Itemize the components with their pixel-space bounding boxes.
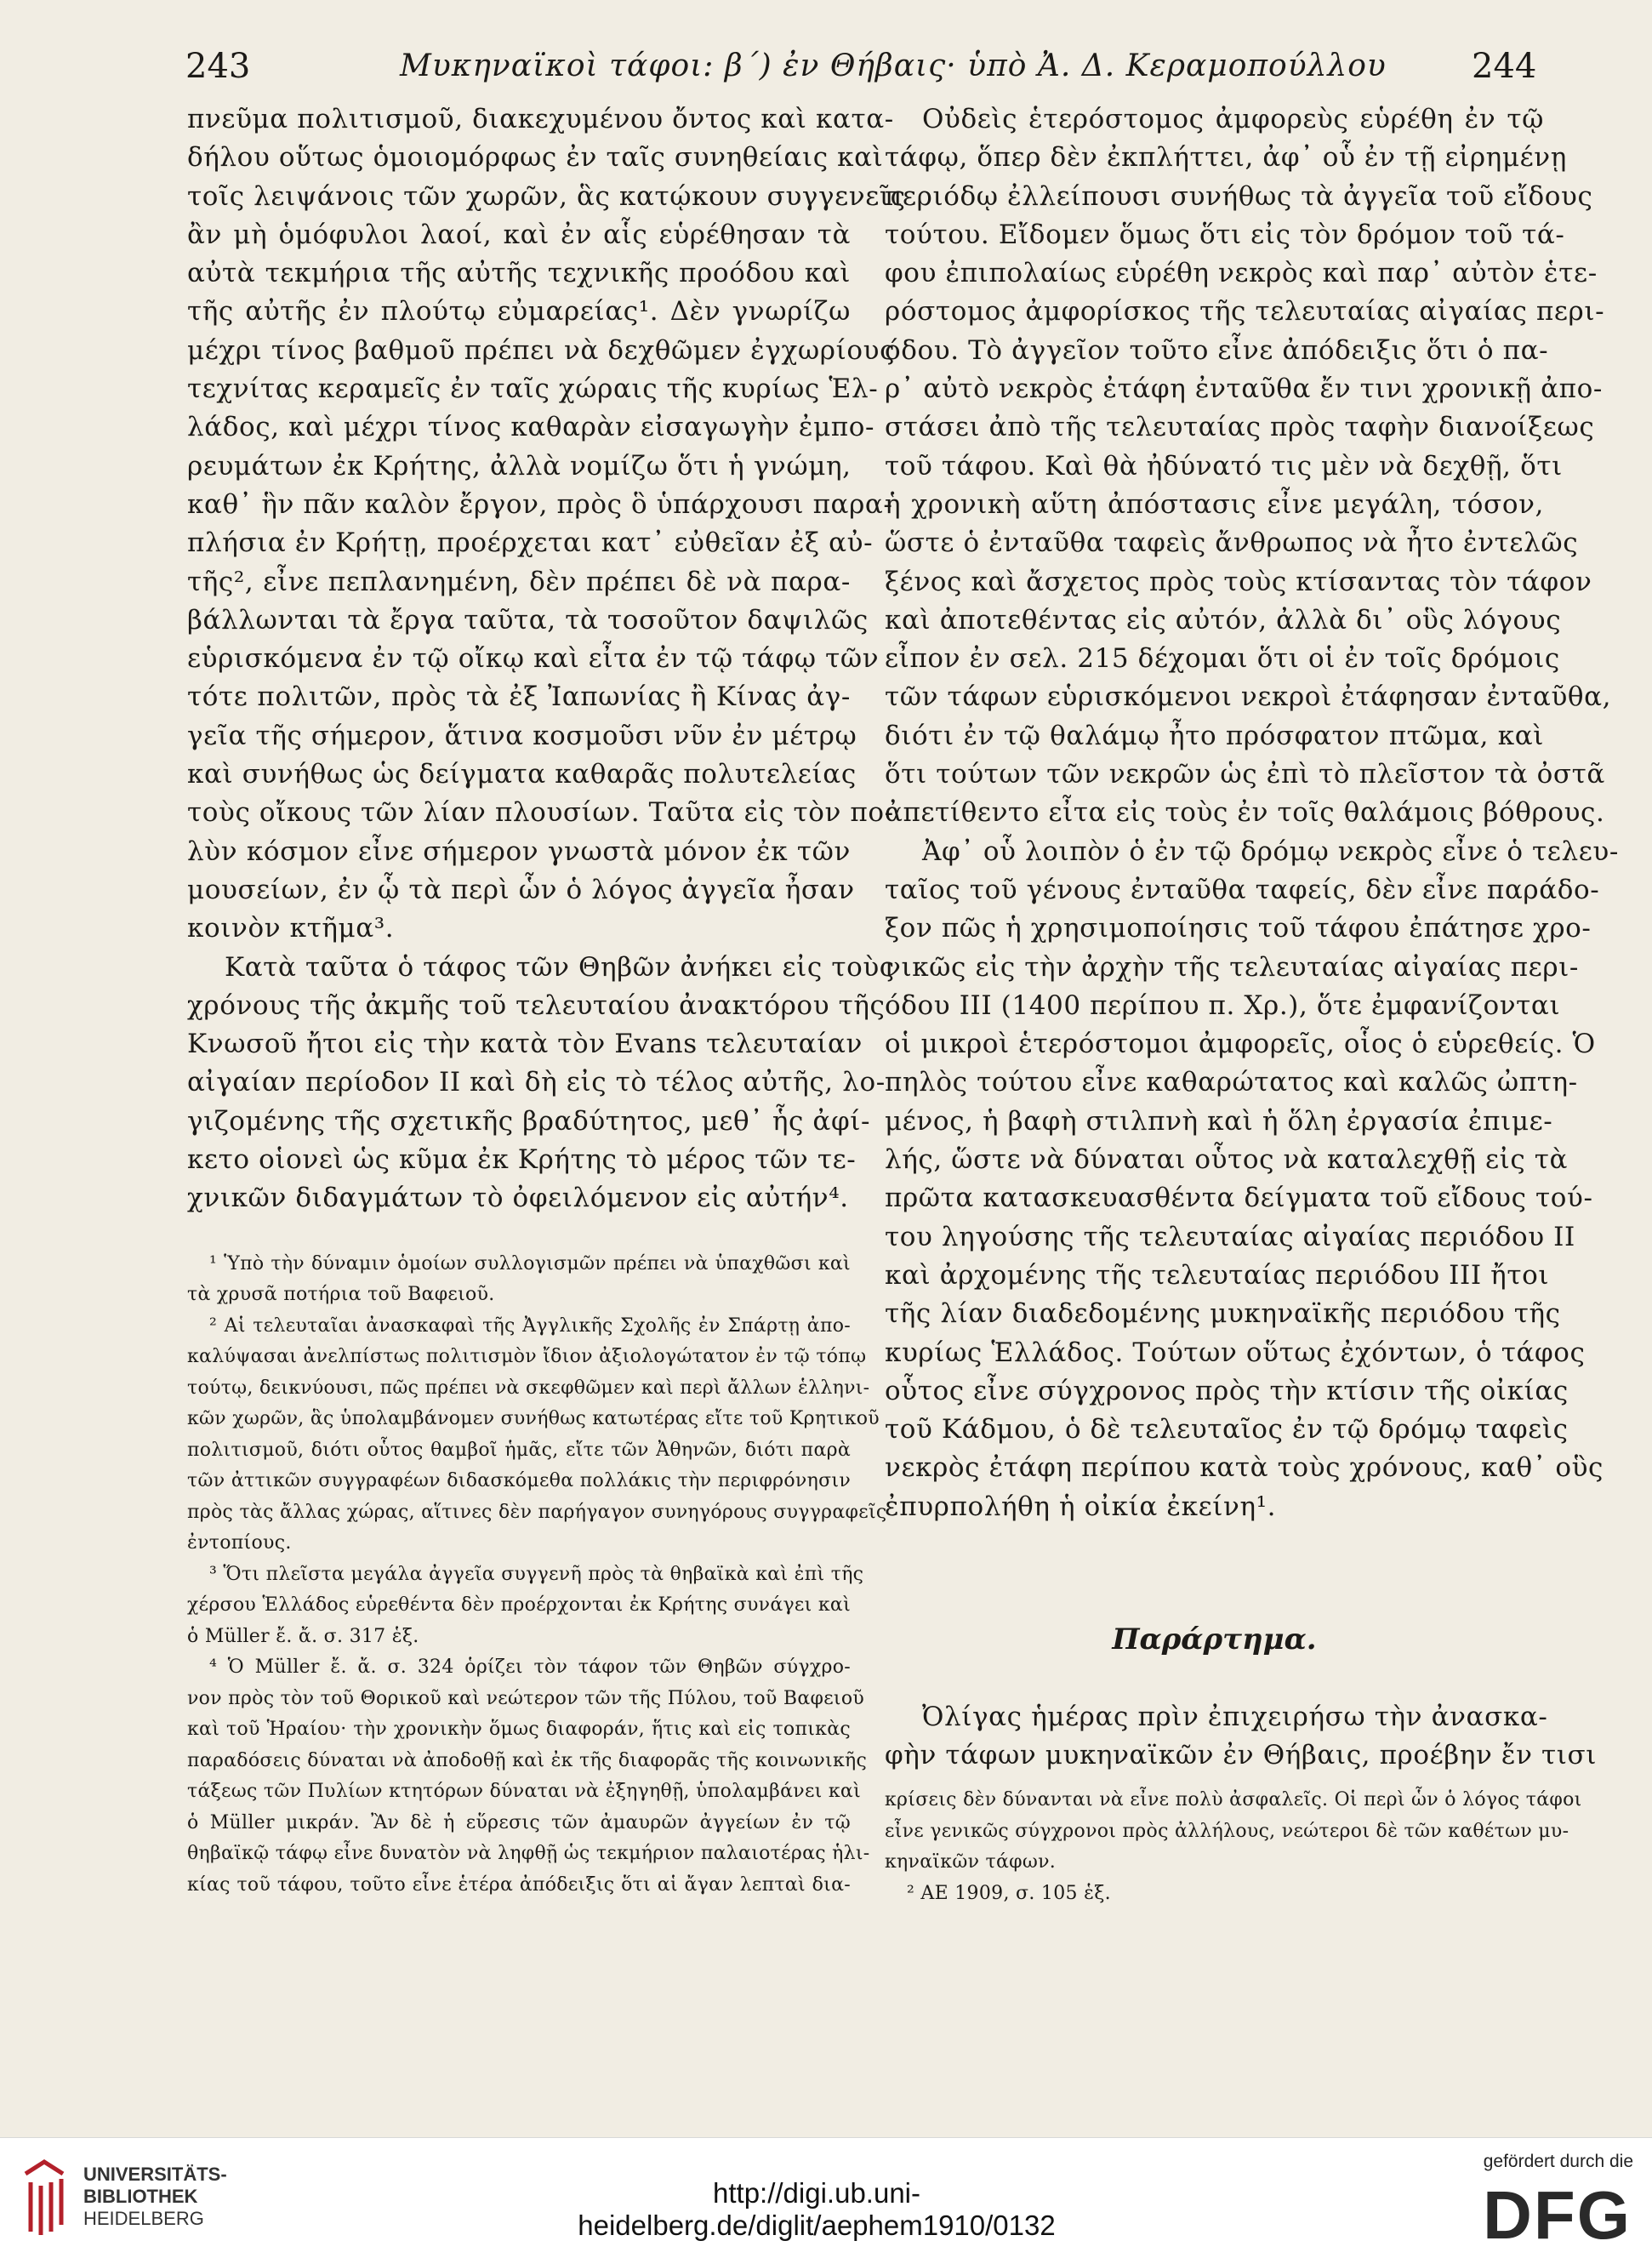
text-line: γιζομένης τῆς σχετικῆς βραδύτητος, μεθ᾽ ἧς ἀφί-	[187, 1105, 871, 1137]
text-line: φὴν τάφων μυκηναϊκῶν ἐν Θήβαις, προέβην ἔν τισι	[885, 1740, 1598, 1771]
text-line: περιόδῳ ἐλλείπουσι συνήθως τὰ ἀγγεῖα τοῦ εἴδους	[885, 180, 1593, 212]
appendix-heading: Παράρτημα.	[1112, 1622, 1317, 1656]
text-line: μέχρι τίνος βαθμοῦ πρέπει νὰ δεχθῶμεν ἐγχωρίους	[187, 334, 896, 366]
text-line: εὑρισκόμενα ἐν τῷ οἴκῳ καὶ εἶτα ἐν τῷ τάφῳ τῶν	[187, 643, 880, 675]
text-line: ὥστε ὁ ἐνταῦθα ταφεὶς ἄνθρωπος νὰ ἦτο ἐντελῶς	[885, 527, 1579, 559]
text-line: τῆς αὐτῆς ἐν πλούτῳ εὐμαρείας¹. Δὲν γνωρίζω	[187, 296, 851, 328]
text-line: ξον πῶς ἡ χρησιμοποίησις τοῦ τάφου ἐπάτησε χρο-	[885, 913, 1592, 944]
funder-text: gefördert durch die	[1483, 2152, 1633, 2171]
footnote-line: τῶν ἀττικῶν συγγραφέων διδασκόμεθα πολλάκις τὴν περιφρόνησιν	[187, 1470, 851, 1492]
text-line: κοινὸν κτῆμα³.	[187, 913, 395, 944]
text-line: ρ᾽ αὐτὸ νεκρὸς ἐτάφη ἐνταῦθα ἔν τινι χρονικῇ ἀπο-	[885, 373, 1603, 405]
text-line: Οὐδεὶς ἑτερόστομος ἀμφορεὺς εὑρέθη ἐν τῷ	[922, 104, 1544, 134]
text-line: καθ᾽ ἣν πᾶν καλὸν ἔργον, πρὸς ὃ ὑπάρχουσι παρα-	[187, 488, 893, 520]
text-line: διότι ἐν τῷ θαλάμῳ ἦτο πρόσφατον πτῶμα, καὶ	[885, 720, 1544, 751]
text-line: κυρίως Ἑλλάδος. Τούτων οὕτως ἐχόντων, ὁ τάφος	[885, 1337, 1586, 1368]
text-line: τοῖς λειψάνοις τῶν χωρῶν, ἃς κατῴκουν συγγενεῖς	[187, 180, 906, 212]
text-line: αἰγαίαν περίοδον II καὶ δὴ εἰς τὸ τέλος αὐτῆς, λο-	[187, 1067, 886, 1098]
library-name	[83, 2164, 227, 2230]
footnote-line: ¹ Ὑπὸ τὴν δύναμιν ὁμοίων συλλογισμῶν πρέπει νὰ ὑπαχθῶσι καὶ	[209, 1252, 851, 1274]
right-body-text	[885, 100, 1619, 1526]
footnote-line: ² ΑΕ 1909, σ. 105 ἑξ.	[907, 1882, 1111, 1904]
library-name-line: HEIDELBERG	[83, 2208, 204, 2229]
footnote-line: νον πρὸς τὸν τοῦ Θορικοῦ καὶ νεώτερον τῶν τῆς Πύλου, τοῦ Βαφειοῦ	[187, 1687, 865, 1709]
text-line: εἶπον ἐν σελ. 215 δέχομαι ὅτι οἱ ἐν τοῖς δρόμοις	[885, 643, 1560, 675]
footnote-line: ⁴ Ὁ Müller ἔ. ἄ. σ. 324 ὁρίζει τὸν τάφον τῶν Θηβῶν σύγχρο-	[209, 1656, 851, 1679]
text-line: καὶ συνήθως ὡς δείγματα καθαρᾶς πολυτελείας	[187, 759, 857, 790]
footnote-line: ὁ Müller μικράν. Ἂν δὲ ἡ εὕρεσις τῶν ἀμαυρῶν ἀγγείων ἐν τῷ	[187, 1811, 851, 1833]
footnote-line: τούτῳ, δεικνύουσι, πῶς πρέπει νὰ σκεφθῶμεν καὶ περὶ ἄλλων ἑλληνι-	[187, 1377, 870, 1399]
footnote-line: ³ Ὅτι πλεῖστα μεγάλα ἀγγεῖα συγγενῆ πρὸς τὰ θηβαϊκὰ καὶ ἐπὶ τῆς	[209, 1563, 864, 1585]
page-number-left: 243	[185, 47, 251, 86]
source-url-link[interactable]: http://digi.ub.uni-heidelberg.de/diglit/aephem1910/0132	[578, 2177, 1056, 2241]
text-line: Κατὰ ταῦτα ὁ τάφος τῶν Θηβῶν ἀνήκει εἰς τοὺς	[225, 951, 895, 983]
footnote-line: χέρσου Ἑλλάδος εὑρεθέντα δὲν προέρχονται ἐκ Κρήτης συνάγει καὶ	[187, 1594, 851, 1617]
text-line: τάφῳ, ὅπερ δὲν ἐκπλήττει, ἀφ᾽ οὗ ἐν τῇ εἰρημένῃ	[885, 142, 1567, 174]
text-line: οὗτος εἶνε σύγχρονος πρὸς τὴν κτίσιν τῆς οἰκίας	[885, 1375, 1569, 1406]
text-line: ὅτι τούτων τῶν νεκρῶν ὡς ἐπὶ τὸ πλεῖστον τὰ ὀστᾶ	[885, 759, 1605, 790]
text-line: ἂν μὴ ὁμόφυλοι λαοί, καὶ ἐν αἷς εὑρέθησαν τὰ	[187, 219, 851, 250]
text-line: τεχνίτας κεραμεῖς ἐν ταῖς χώραις τῆς κυρίως Ἑλ-	[187, 373, 879, 405]
text-line: χνικῶν διδαγμάτων τὸ ὀφειλόμενον εἰς αὐτήν⁴.	[187, 1183, 849, 1214]
text-line: τοὺς οἴκους τῶν λίαν πλουσίων. Ταῦτα εἰς τὸν πο-	[187, 797, 894, 829]
text-line: λὺν κόσμον εἶνε σήμερον γνωστὰ μόνον ἐκ τῶν	[187, 835, 851, 867]
text-line: τοῦ Κάδμου, ὁ δὲ τελευταῖος ἐν τῷ δρόμῳ ταφεὶς	[885, 1414, 1569, 1445]
text-line: φου ἐπιπολαίως εὑρέθη νεκρὸς καὶ παρ᾽ αὐτὸν ἑτε-	[885, 258, 1598, 289]
footnote-line: κίας τοῦ τάφου, τοῦτο εἶνε ἑτέρα ἀπόδειξις ὅτι αἱ ἄγαν λεπταὶ δια-	[187, 1873, 851, 1896]
text-line: στάσει ἀπὸ τῆς τελευταίας πρὸς ταφὴν διανοίξεως	[885, 412, 1595, 443]
footnote-line: θηβαϊκῷ τάφῳ εἶνε δυνατὸν νὰ ληφθῇ ὡς τεκμήριον παλαιοτέρας ἡλι-	[187, 1843, 870, 1865]
text-line: τούτου. Εἴδομεν ὅμως ὅτι εἰς τὸν δρόμον τοῦ τά-	[885, 219, 1565, 250]
text-line: λάδος, καὶ μέχρι τίνος καθαρὰν εἰσαγωγὴν ἐμπο-	[187, 412, 875, 443]
text-line: όδου. Τὸ ἀγγεῖον τοῦτο εἶνε ἀπόδειξις ὅτι ὁ πα-	[885, 334, 1549, 366]
library-logo-icon	[19, 2157, 70, 2242]
text-line: πηλὸς τούτου εἶνε καθαρώτατος καὶ καλῶς ὠπτη-	[885, 1067, 1578, 1098]
footnote-line: τάξεως τῶν Πυλίων κτητόρων δύναται νὰ ἐξηγηθῇ, ὑπολαμβάνει καὶ	[187, 1781, 862, 1803]
footer-bar	[0, 2137, 1652, 2258]
text-line: ταῖος τοῦ γένους ἐνταῦθα ταφείς, δὲν εἶνε παράδο-	[885, 874, 1600, 905]
footnote-line: ² Αἱ τελευταῖαι ἀνασκαφαὶ τῆς Ἀγγλικῆς Σχολῆς ἐν Σπάρτῃ ἀπο-	[209, 1314, 851, 1337]
footnote-line: κρίσεις δὲν δύνανται νὰ εἶνε πολὺ ἀσφαλεῖς. Οἱ περὶ ὧν ὁ λόγος τάφοι	[885, 1789, 1582, 1810]
text-line: βάλλωνται τὰ ἔργα ταῦτα, τὰ τοσοῦτον δαψιλῶς	[187, 604, 869, 636]
footnote-line: κηναϊκῶν τάφων.	[885, 1851, 1057, 1873]
text-line: Ἀφ᾽ οὗ λοιπὸν ὁ ἐν τῷ δρόμῳ νεκρὸς εἶνε ὁ τελευ-	[922, 835, 1619, 867]
text-line: μουσείων, ἐν ᾧ τὰ περὶ ὧν ὁ λόγος ἀγγεῖα ἦσαν	[187, 874, 855, 905]
page-number-right: 244	[1472, 47, 1537, 86]
text-line: νικῶς εἰς τὴν ἀρχὴν τῆς τελευταίας αἰγαίας περι-	[885, 951, 1579, 983]
library-name-line: BIBLIOTHEK	[83, 2186, 198, 2207]
footnote-line: καὶ τοῦ Ἡραίου· τὴν χρονικὴν ὅμως διαφοράν, ἥτις καὶ εἰς τοπικὰς	[187, 1719, 851, 1741]
footnote-line: παραδόσεις δύναται νὰ ἀποδοθῇ καὶ ἐκ τῆς διαφορᾶς τῆς κοινωνικῆς	[187, 1749, 868, 1771]
text-line: ἡ χρονικὴ αὕτη ἀπόστασις εἶνε μεγάλη, τόσον,	[885, 488, 1544, 520]
text-line: πνεῦμα πολιτισμοῦ, διακεχυμένου ὄντος καὶ κατα-	[187, 104, 894, 134]
text-line: ἐπυρπολήθη ἡ οἰκία ἐκείνη¹.	[885, 1491, 1277, 1522]
text-line: καὶ ἀποτεθέντας εἰς αὐτόν, ἀλλὰ δι᾽ οὓς λόγους	[885, 604, 1562, 636]
left-footnotes	[187, 1249, 887, 1902]
right-column	[885, 100, 1619, 1526]
text-line: οἱ μικροὶ ἑτερόστομοι ἀμφορεῖς, οἷος ὁ εὑρεθείς. Ὁ	[885, 1029, 1596, 1060]
running-title: Μυκηναϊκοὶ τάφοι: β΄) ἐν Θήβαις· ὑπὸ Ἀ. Δ. Κεραμοπούλλου	[400, 48, 1387, 83]
text-line: κετο οἱονεὶ ὡς κῦμα ἐκ Κρήτης τὸ μέρος τῶν τε-	[187, 1144, 857, 1176]
footnote-line: κῶν χωρῶν, ἃς ὑπολαμβάνομεν συνήθως κατωτέρας εἴτε τοῦ Κρητικοῦ	[187, 1408, 880, 1430]
footnote-line: εἶνε γενικῶς σύγχρονοι πρὸς ἀλλήλους, νεώτεροι δὲ τῶν καθέτων μυ-	[885, 1820, 1569, 1842]
text-line: Κνωσοῦ ἤτοι εἰς τὴν κατὰ τὸν Evans τελευταίαν	[187, 1029, 863, 1060]
text-line: όδου III (1400 περίπου π. Χρ.), ὅτε ἐμφανίζονται	[885, 989, 1561, 1021]
footnote-line: ἐντοπίους.	[187, 1532, 292, 1554]
text-line: ἀπετίθεντο εἶτα εἰς τοὺς ἐν τοῖς θαλάμοις βόθρους.	[885, 797, 1605, 829]
left-body-text	[187, 100, 906, 1218]
footnote-line: τὰ χρυσᾶ ποτήρια τοῦ Βαφειοῦ.	[187, 1284, 495, 1306]
text-line: δήλου οὕτως ὁμοιομόρφως ἐν ταῖς συνηθείαις καὶ	[187, 142, 884, 174]
text-line: γεῖα τῆς σήμερον, ἅτινα κοσμοῦσι νῦν ἐν μέτρῳ	[187, 720, 857, 751]
text-line: Ὀλίγας ἡμέρας πρὶν ἐπιχειρήσω τὴν ἀνασκα-	[922, 1702, 1548, 1732]
text-line: τῆς λίαν διαδεδομένης μυκηναϊκῆς περιόδου τῆς	[885, 1298, 1561, 1330]
text-line: τῶν τάφων εὑρισκόμενοι νεκροὶ ἐτάφησαν ἐνταῦθα,	[885, 681, 1612, 713]
text-line: τοῦ τάφου. Καὶ θὰ ἠδύνατό τις μὲν νὰ δεχθῇ, ὅτι	[885, 450, 1563, 482]
footnote-line: καλύψασαι ἀνελπίστως πολιτισμὸν ἴδιον ἀξιολογώτατον ἐν τῷ τόπῳ	[187, 1346, 867, 1368]
text-line: λής, ὥστε νὰ δύναται οὗτος νὰ καταλεχθῇ εἰς τὰ	[885, 1144, 1569, 1176]
running-head	[0, 47, 1652, 98]
text-line: μένος, ἡ βαφὴ στιλπνὴ καὶ ἡ ὅλη ἐργασία ἐπιμε-	[885, 1105, 1553, 1137]
footnote-line: ὁ Müller ἔ. ἄ. σ. 317 ἑξ.	[187, 1625, 419, 1647]
library-name-line: UNIVERSITÄTS-	[83, 2164, 227, 2185]
text-line: τότε πολιτῶν, πρὸς τὰ ἐξ Ἰαπωνίας ἢ Κίνας ἀγ-	[187, 681, 851, 713]
text-line: πρῶτα κατασκευασθέντα δείγματα τοῦ εἴδους τού-	[885, 1183, 1593, 1214]
text-line: τῆς², εἶνε πεπλανημένη, δὲν πρέπει δὲ νὰ παρα-	[187, 566, 851, 597]
text-line: του ληγούσης τῆς τελευταίας αἰγαίας περιόδου II	[885, 1221, 1575, 1252]
right-footnotes	[885, 1785, 1582, 1909]
text-line: νεκρὸς ἐτάφη περίπου κατὰ τοὺς χρόνους, καθ᾽ οὓς	[885, 1452, 1604, 1484]
footnote-line: πολιτισμοῦ, διότι οὗτος θαμβοῖ ἡμᾶς, εἴτε τῶν Ἀθηνῶν, διότι παρὰ	[187, 1439, 851, 1461]
text-line: χρόνους τῆς ἀκμῆς τοῦ τελευταίου ἀνακτόρου τῆς	[187, 989, 886, 1021]
text-line: ξένος καὶ ἄσχετος πρὸς τοὺς κτίσαντας τὸν τάφον	[885, 566, 1592, 597]
text-line: ρόστομος ἀμφορίσκος τῆς τελευταίας αἰγαίας περι-	[885, 296, 1605, 328]
text-line: πλήσια ἐν Κρήτῃ, προέρχεται κατ᾽ εὐθεῖαν ἐξ αὐ-	[187, 527, 874, 559]
appendix-text	[885, 1698, 1598, 1776]
dfg-logo: DFG	[1483, 2177, 1632, 2253]
text-line: αὐτὰ τεκμήρια τῆς αὐτῆς τεχνικῆς προόδου καὶ	[187, 258, 851, 289]
left-column	[187, 100, 906, 1901]
text-line: καὶ ἀρχομένης τῆς τελευταίας περιόδου III ἤτοι	[885, 1259, 1550, 1291]
footnote-line: πρὸς τὰς ἄλλας χώρας, αἵτινες δὲν παρήγαγον συνηγόρους συγγραφεῖς	[187, 1501, 887, 1523]
text-line: ρευμάτων ἐκ Κρήτης, ἀλλὰ νομίζω ὅτι ἡ γνώμη,	[187, 450, 852, 482]
